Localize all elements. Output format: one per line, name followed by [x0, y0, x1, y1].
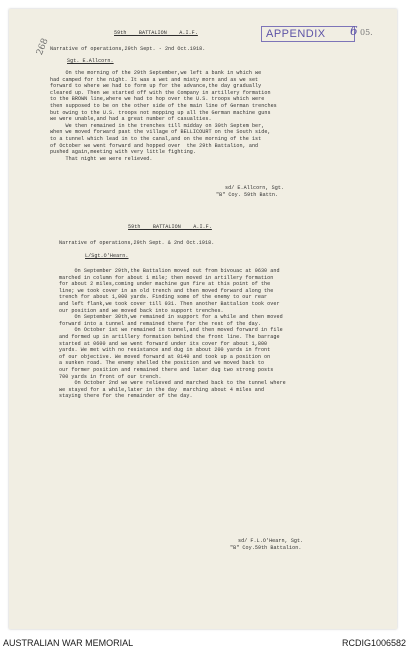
- section2-signature: "B" Coy.59th Battalion.: [230, 545, 302, 551]
- section2-line: and formed up in artillery formation behind the front line. The barrage: [59, 334, 280, 340]
- section2-line: line; we took cover in an old trench and then moved forward along the: [59, 287, 274, 294]
- section2-line: our position and we moved back into support trenches.: [59, 307, 224, 314]
- section1-author: Sgt. E.Allcorn.: [67, 58, 114, 64]
- appendix-stamp: APPENDIX: [261, 26, 355, 42]
- section2-line: On September 30th,we remained in support for a while and then moved: [59, 314, 283, 321]
- section2-line: 700 yards in front of our trench.: [59, 373, 162, 380]
- section2-line: On September 29th,the Battalion moved out from bivouac at 0630 and: [59, 268, 280, 274]
- section1-header: 59th BATTALION A.I.F.: [114, 30, 198, 36]
- section2-line: of our objective. We moved forward at 0140 and took up a position on: [59, 353, 271, 360]
- section1-line: We then remained in the trenches till midday on 30th Septem ber,: [50, 122, 265, 129]
- section2-author: L/Sgt.O'Hearn.: [85, 253, 129, 259]
- section1-line: forward to where we had to form up for the advance,the day gradually: [50, 83, 262, 90]
- section2-signature: sd/ F.L.O'Hearn, Sgt.: [238, 538, 304, 544]
- appendix-number: 6: [350, 24, 358, 38]
- section1-line: when we moved forward past the village of BELLICOURT on the South side,: [50, 129, 271, 136]
- section1-narrative-title: Narrative of operations,29th Sept. - 2nd Oct.1918.: [50, 46, 206, 52]
- section1-line: had camped for the night. It was a wet and misty morn and as we set: [50, 76, 259, 83]
- folio-number: 05.: [360, 28, 373, 37]
- section1-line: of October we went forward and hopped over the 29th Battalion, and: [50, 142, 259, 149]
- section2-line: forward into a tunnel and remained there for the rest of the day.: [59, 320, 261, 327]
- section1-line: to a tunnel which lead in to the canal,and on the morning of the 1st: [50, 136, 262, 142]
- section2-line: On October 1st we remained in tunnel,and then moved forward in file: [59, 327, 283, 334]
- section2-line: a sunken road. The enemy shelled the position and we moved back to: [59, 360, 265, 367]
- section1-line: On the morning of the 29th September,we left a bank in which we: [50, 70, 262, 76]
- section1-line: pushed again,meeting with very little fighting.: [50, 149, 197, 156]
- section2-line: we stayed for a while,later in the day marching about 4 miles and: [59, 386, 265, 393]
- section1-signature: sd/ E.Allcorn, Sgt.: [225, 185, 285, 191]
- section1-line: cleared up. Then we started off with the Company in artillery formation: [50, 89, 271, 96]
- section2-line: for about 2 miles,coming under machine gun fire at this point of the: [59, 281, 271, 288]
- section1-signature: "B" Coy. 59th Battn.: [216, 192, 279, 198]
- section2-line: On October 2nd we were relieved and marched back to the tunnel where: [59, 380, 286, 387]
- section1-line: then supposed to be on the other side of the main line of German trenches: [50, 103, 277, 109]
- section2-line: started at 0600 and we went forward under its cover for about 1,800: [59, 340, 268, 347]
- section2-line: our former position and remained there and later dug two strong posts: [59, 367, 274, 373]
- section2-line: staying there for the remainder of the day.: [59, 393, 193, 400]
- section2-line: and left flank,we took cover till 031. Then another Battalion took over: [59, 301, 280, 307]
- section1-line: to the BROWN line,where we had to hop over the U.S. troops which were: [50, 96, 265, 103]
- section2-header: 59th BATTALION A.I.F.: [128, 224, 212, 230]
- section2-line: marched in column for about 1 mile; then moved in artillery formation: [59, 274, 274, 281]
- archive-footer: [0, 638, 410, 652]
- section2-line: yards. We met with no resistance and dug in about 200 yards in front: [59, 347, 271, 354]
- section2-line: trench for about 1,000 yards. Finding some of the enemy to our rear: [59, 294, 268, 301]
- section1-line: we were unable,and had a great number of casualties.: [50, 116, 212, 123]
- footer-institution: AUSTRALIAN WAR MEMORIAL: [3, 638, 134, 648]
- section2-narrative-title: Narrative of operations,29th Sept. & 2nd Oct.1918.: [59, 240, 215, 246]
- margin-number: 268: [35, 37, 51, 57]
- document-page: [9, 9, 397, 629]
- footer-record-id: RCDIG1006582: [341, 638, 406, 648]
- section1-line: but owing to the U.S. troops not mopping up all the German machine guns: [50, 109, 271, 116]
- section1-line: That night we were relieved.: [50, 155, 153, 162]
